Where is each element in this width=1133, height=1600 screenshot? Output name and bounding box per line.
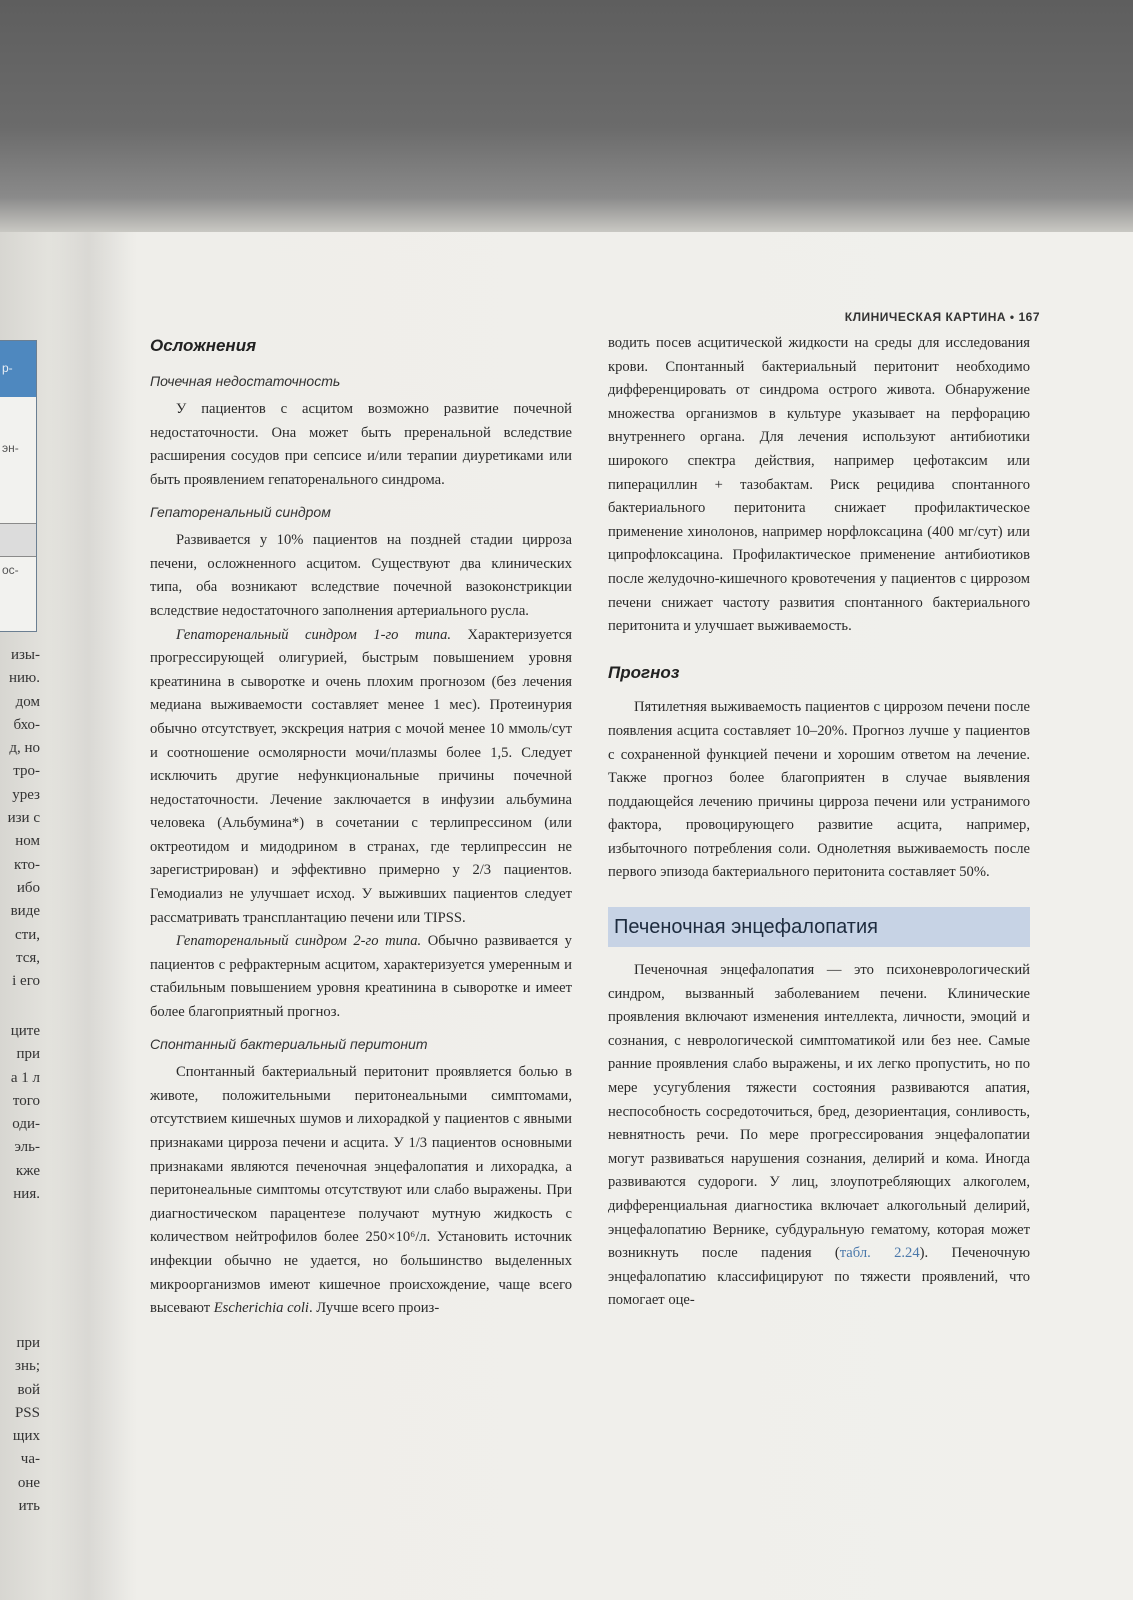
previous-page-text-fragment — [0, 644, 40, 993]
text-line: изи с — [7, 810, 40, 827]
text-line: ить — [18, 1498, 40, 1515]
text-line: вой — [17, 1381, 40, 1398]
text-line: знь; — [15, 1358, 40, 1375]
scan-top-shadow — [0, 0, 1133, 232]
text-line: дом — [15, 693, 40, 710]
paragraph-hrs-type-2 — [150, 930, 572, 1024]
text-line: кто- — [14, 856, 40, 873]
previous-page-text-fragment — [0, 1020, 40, 1206]
text-line: д, но — [9, 740, 40, 757]
text-line: бхо- — [13, 716, 40, 733]
text-line: урез — [12, 786, 40, 803]
hrs-type-2-title: Гепаторенальный синдром 2-го типа. — [176, 933, 422, 950]
left-column — [150, 332, 572, 1321]
previous-page-table — [0, 340, 37, 632]
page-gutter — [48, 232, 138, 1600]
text-line: тся, — [15, 949, 40, 966]
paragraph-hepatic-encephalopathy — [608, 959, 1030, 1313]
subheading-renal-failure: Почечная недостаточность — [150, 372, 341, 389]
text-line: ча- — [20, 1451, 40, 1468]
running-head: КЛИНИЧЕСКАЯ КАРТИНА • 167 — [844, 310, 1040, 324]
subheading-hepatorenal-syndrome: Гепаторенальный синдром — [150, 503, 331, 520]
text-line: изы- — [10, 647, 40, 663]
sbp-text: Спонтанный бактериальный перитонит проявляется болью в животе, положительными перитонеальными симптомами, отсутствием кишечных шумов и лихорадкой у пациентов с явными признаками цирроза печени и асцита. У 1/3 пациентов основными признаками являются печеночная энцефалопатия и лихорадка, а перитонеальные симптомы отсутствуют или слабо выражены. При диагностическом парацентезе получают мутную жидкость с количеством нейтрофилов более 250×10⁶/л. Установить источник инфекции обычно не удается, но большинство выделенных микроорганизмов имеют кишечное происхождение, чаще всего высевают — [150, 1064, 572, 1317]
text-line: при — [16, 1046, 40, 1063]
text-line: і его — [12, 973, 40, 990]
paragraph-hrs-type-1 — [150, 624, 572, 931]
paragraph-renal-failure: У пациентов с асцитом возможно развитие почечной недостаточности. Она может быть преренальной вследствие расширения сосудов при сепсисе и/или терапии диуретиками или быть проявлением гепаторенального синдрома. — [150, 401, 572, 488]
table-row-band — [0, 523, 36, 557]
he-text: Печеночная энцефалопатия — это психоневрологический синдром, вызванный заболеванием печени. Клинические проявления включают изменения интеллекта, личности, эмоций и сознания, с неврологической симптоматикой или без нее. Самые ранние проявления слабо выражены, и их легко пропустить, но по мере усугубления тяжести состояния развиваются апатия, неспособность сосредоточиться, бред, дезориентация, сонливость, невнятность речи. По мере прогрессирования энцефалопатии могут развиваться нарушения сознания, делирий и кома. Иногда развиваются судороги. У лиц, злоупотребляющих алкоголем, дифференциальная диагностика включает алкогольный делирий, энцефалопатию Вернике, субдуральную гематому, которая может возникнуть после падения ( — [608, 962, 1030, 1262]
text-line: нию. — [8, 670, 40, 687]
hrs-type-1-title: Гепаторенальный синдром 1-го типа. — [176, 626, 452, 643]
heading-prognosis: Прогноз — [608, 662, 680, 682]
hrs-type-1-text: Характеризуется прогрессирующей олигурией, быстрым повышением уровня креатинина в сыворотке и очень плохим прогнозом (без лечения медиана выживаемости составляет менее 1 мес). Протеинурия обычно отсутствует, экскреция натрия с мочой менее 10 ммоль/сут и соотношение осмолярности мочи/плазмы более 1,5. Следует исключить другие нефункциональные причины почечной недостаточности. Лечение заключается в инфузии альбумина человека (Альбумина*) в сочетании с терлипрессином (или октреотидом и мидодрином в странах, где терлипрессин не зарегистрирован) и эффективно примерно у 2/3 пациентов. Гемодиализ не улучшает исход. У выживших пациентов следует рассматривать трансплантацию печени или TIPSS. — [150, 626, 572, 926]
section-title-hepatic-encephalopathy: Печеночная энцефалопатия — [608, 907, 1030, 947]
text-line: при — [16, 1335, 40, 1351]
text-line: виде — [10, 903, 40, 920]
species-name: Escherichia coli — [213, 1300, 309, 1317]
previous-page-text-fragment — [0, 1332, 40, 1518]
text-line: тро- — [13, 763, 40, 780]
text-line: сти, — [15, 926, 40, 943]
text-line: ния. — [13, 1186, 40, 1203]
he-text-end: ). Печеночную энцефалопатию классифицируют по тяжести проявлений, что помогает оце- — [608, 1245, 1030, 1309]
text-line: эль- — [14, 1139, 40, 1156]
text-line: оне — [17, 1474, 40, 1491]
text-line: оди- — [12, 1116, 40, 1133]
paragraph-prognosis: Пятилетняя выживаемость пациентов с циррозом печени после появления асцита составляет 10–20%. Прогноз лучше у пациентов с сохраненной функцией печени и хорошим ответом на лечение. Также прогноз более благоприятен в случае выявления поддающейся лечению причины цирроза печени или устранимого фактора, провоцирующего развитие асцита, например, избыточного потребления соли. Однолетняя выживаемость после первого эпизода бактериального перитонита составляет 50%. — [608, 699, 1030, 881]
sbp-text-end: . Лучше всего произ- — [309, 1300, 440, 1317]
table-cell: эн- — [2, 441, 19, 455]
paragraph-hepatorenal-syndrome: Развивается у 10% пациентов на поздней стадии цирроза печени, осложненного асцитом. Существуют два клинических типа, оба возникают вследствие почечной вазоконстрикции вследствие недостаточного заполнения артериального русла. — [150, 532, 572, 619]
table-reference-link[interactable]: табл. 2.24 — [839, 1245, 920, 1262]
paragraph-peritonitis-continued: водить посев асцитической жидкости на среды для исследования крови. Спонтанный бактериальный перитонит необходимо дифференцировать от синдрома острого живота. Обнаружение множества организмов в культуре указывает на перфорацию внутреннего органа. Для лечения используют антибиотики широкого спектра действия, например цефотаксим или пиперациллин + тазобактам. Риск рецидива спонтанного бактериального перитонита снижает профилактическое применение хинолонов, например норфлоксацина (400 мг/сут) или ципрофлоксацина. Профилактическое применение антибиотиков после желудочно-кишечного кровотечения у пациентов с циррозом печени снижает частоту развития спонтанного бактериального перитонита и улучшает выживаемость. — [608, 335, 1030, 635]
paragraph-spontaneous-peritonitis — [150, 1061, 572, 1321]
text-line: а 1 л — [10, 1069, 40, 1086]
text-line: ците — [10, 1023, 40, 1039]
hrs-type-2-text: Обычно развивается у пациентов с рефрактерным асцитом, характеризуется умеренным и стабильным повышением уровня креатинина в сыворотке и имеет более благоприятный прогноз. — [150, 933, 572, 1021]
text-line: ибо — [16, 879, 40, 896]
text-line: PSS — [14, 1404, 40, 1421]
heading-complications: Осложнения — [150, 336, 257, 355]
right-column — [608, 332, 1030, 1313]
table-cell: ос- — [2, 563, 19, 577]
subheading-spontaneous-peritonitis: Спонтанный бактериальный перитонит — [150, 1035, 428, 1052]
table-cell: р- — [2, 361, 13, 375]
text-line: того — [12, 1092, 40, 1109]
text-line: щих — [12, 1428, 40, 1445]
book-page — [0, 232, 1133, 1600]
text-line: кже — [15, 1162, 40, 1179]
text-line: ном — [15, 833, 40, 850]
